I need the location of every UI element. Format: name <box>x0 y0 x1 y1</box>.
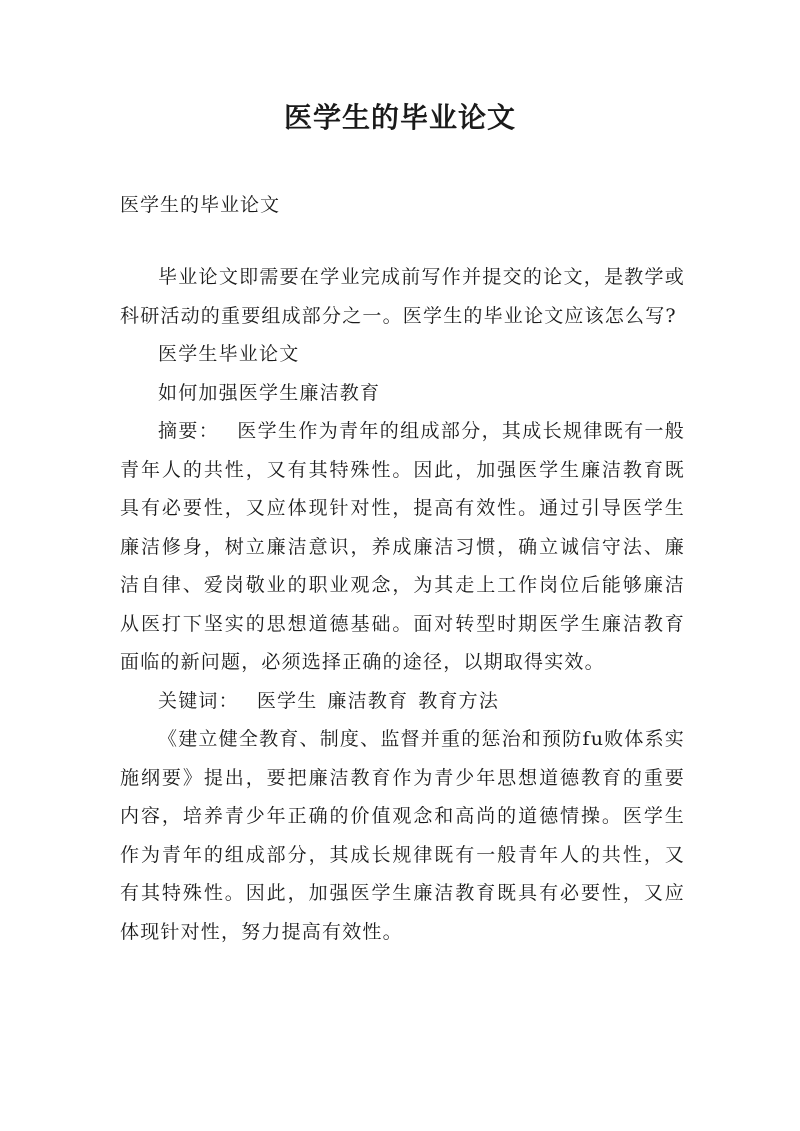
document-subtitle: 医学生的毕业论文 <box>120 194 281 216</box>
intro-paragraph: 毕业论文即需要在学业完成前写作并提交的论文，是教学或科研活动的重要组成部分之一。医学生的毕业论文应该怎么写? <box>120 266 685 327</box>
keyword: 医学生 <box>256 689 318 712</box>
keyword: 教育方法 <box>418 689 500 712</box>
keywords-paragraph <box>120 682 685 721</box>
keyword: 廉洁教育 <box>327 689 409 712</box>
document-title: 医学生的毕业论文 <box>283 101 516 134</box>
abstract-label: 摘要： <box>158 420 220 442</box>
body-paragraph: 《建立健全教育、制度、监督并重的惩治和预防fu败体系实施纲要》提出，要把廉洁教育作为青少年思想道德教育的重要内容，培养青少年正确的价值观念和高尚的道德情操。医学生作为青年的组成部分，其成长规律既有一般青年人的共性，又有其特殊性。因此，加强医学生廉洁教育既具有必要性，又应体现针对性，努力提高有效性。 <box>120 728 685 943</box>
document-body <box>120 258 685 951</box>
section-heading: 医学生毕业论文 <box>158 343 300 365</box>
article-title: 如何加强医学生廉洁教育 <box>158 381 381 404</box>
abstract-text: 医学生作为青年的组成部分，其成长规律既有一般青年人的共性，又有其特殊性。因此，加强医学生廉洁教育既具有必要性，又应体现针对性，提高有效性。通过引导医学生廉洁修身，树立廉洁意识，养成廉洁习惯，确立诚信守法、廉洁自律、爱岗敬业的职业观念，为其走上工作岗位后能够廉洁从医打下坚实的思想道德基础。面对转型时期医学生廉洁教育面临的新问题，必须选择正确的途径，以期取得实效。 <box>120 420 686 673</box>
abstract-paragraph <box>120 412 685 682</box>
keywords-label: 关键词： <box>158 689 239 712</box>
